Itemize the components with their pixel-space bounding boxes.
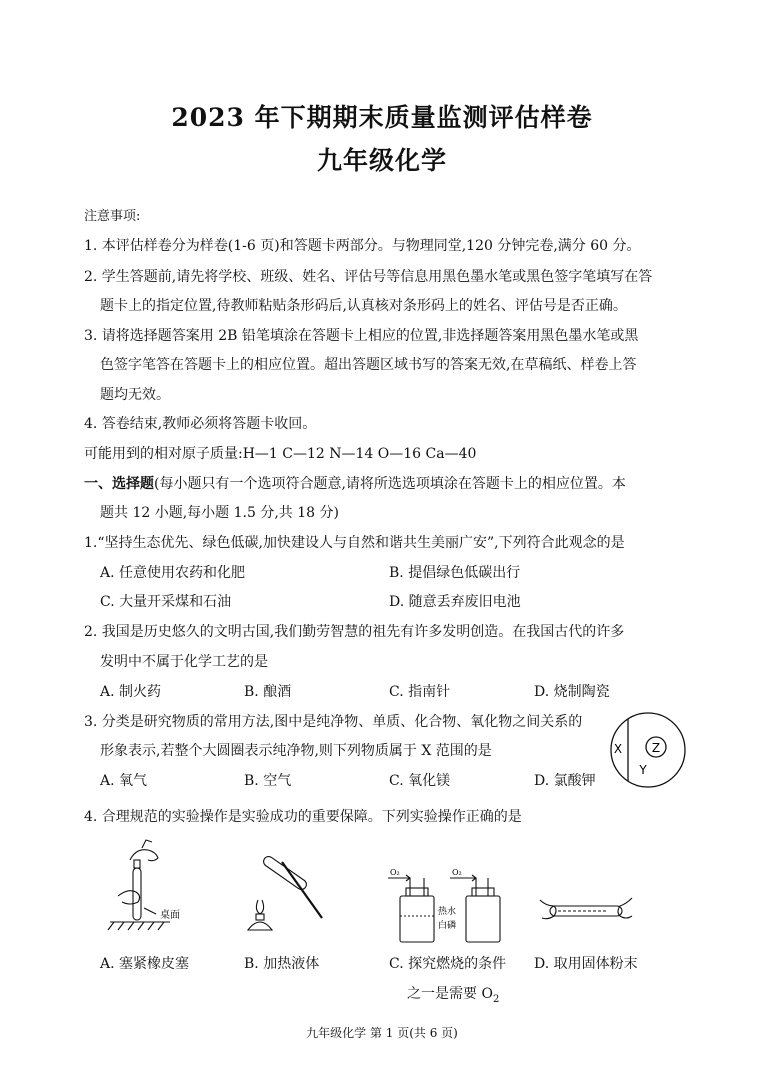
figure-d-powder	[536, 890, 636, 938]
fig-c-label-1: 热水	[438, 907, 457, 917]
q4-option-b: B. 加热液体	[244, 956, 320, 972]
hand-left	[540, 900, 556, 919]
q1-option-a: A. 任意使用农药和化肥	[100, 565, 246, 581]
note-4: 4. 答卷结束,教师必须将答题卡收回。	[84, 416, 317, 432]
q3-option-c: C. 氧化镁	[389, 773, 451, 789]
note-3-line-1: 3. 请将选择题答案用 2B 铅笔填涂在答题卡上相应的位置,非选择题答案用黑色墨水笔或黑	[84, 328, 639, 344]
q1-option-d: D. 随意丢弃废旧电池	[389, 594, 521, 610]
note-2-line-1: 2. 学生答题前,请先将学校、班级、姓名、评估号等信息用黑色墨水笔或黑色签字笔填写在答	[84, 269, 653, 285]
fig-a-label: 桌面	[160, 910, 180, 921]
q3-option-b: B. 空气	[244, 773, 292, 789]
q4-option-c: C. 探究燃烧的条件	[389, 956, 507, 972]
q3-option-d: D. 氯酸钾	[534, 773, 596, 789]
section-1-intro	[84, 475, 626, 493]
q3-stem-line-1: 3. 分类是研究物质的常用方法,图中是纯净物、单质、化合物、氧化物之间关系的	[84, 714, 583, 730]
flame	[256, 900, 263, 914]
q4-option-c-subscript: 2	[492, 993, 500, 1005]
stopper	[134, 860, 140, 868]
notes-heading: 注意事项:	[84, 209, 141, 224]
note-1: 1. 本评估样卷分为样卷(1-6 页)和答题卡两部分。与物理同堂,120 分钟完卷,满分 60 分。	[84, 238, 641, 254]
label-x: X	[613, 742, 623, 756]
fig-c-o2-left: O₂	[390, 868, 400, 877]
atomic-masses: 可能用到的相对原子质量:H—1 C—12 N—14 O—16 Ca—40	[84, 446, 477, 462]
note-2-line-2: 题卡上的指定位置,待教师粘贴条形码后,认真核对条形码上的姓名、评估号是否正确。	[100, 298, 627, 314]
fig-c-label-2: 白磷	[438, 921, 457, 931]
q4-option-a: A. 塞紧橡皮塞	[100, 956, 190, 972]
q2-option-b: B. 酿酒	[244, 684, 292, 700]
q2-option-a: A. 制火药	[100, 684, 162, 700]
q4-option-d: D. 取用固体粉末	[534, 956, 638, 972]
note-3-line-3: 题均无效。	[100, 387, 170, 403]
classification-diagram	[610, 712, 690, 792]
q1-stem: 1.“坚持生态优先、绿色低碳,加快建设人与自然和谐共生美丽广安”,下列符合此观念的是	[84, 535, 625, 551]
section-1-desc-2: 题共 12 小题,每小题 1.5 分,共 18 分)	[100, 505, 339, 521]
tilted-test-tube	[262, 855, 309, 892]
q4-option-c-line-2-text: 之一是需要 O	[407, 986, 493, 1002]
fig-c-o2-right: O₂	[452, 868, 462, 877]
test-tube	[133, 868, 141, 920]
section-1-heading: 一、选择题	[84, 476, 154, 492]
label-y: Y	[639, 763, 647, 777]
q1-option-b: B. 提倡绿色低碳出行	[389, 565, 521, 581]
q1-option-c: C. 大量开采煤和石油	[100, 594, 232, 610]
alcohol-lamp	[248, 922, 272, 930]
q2-stem-line-2: 发明中不属于化学工艺的是	[100, 654, 268, 670]
q2-option-c: C. 指南针	[389, 684, 451, 700]
q3-stem-line-2: 形象表示,若整个大圆圈表示纯净物,则下列物质属于 X 范围的是	[100, 743, 492, 759]
figure-b-heating	[230, 838, 330, 948]
bottle-left	[400, 896, 434, 942]
figure-c-combustion	[384, 866, 514, 948]
q3-option-a: A. 氧气	[100, 773, 148, 789]
q2-stem-line-1: 2. 我国是历史悠久的文明古国,我们勤劳智慧的祖先有许多发明创造。在我国古代的许多	[84, 624, 625, 640]
exam-title: 2023 年下期期末质量监测评估样卷	[171, 103, 593, 132]
label-z: Z	[651, 741, 661, 755]
section-1-desc: (每小题只有一个选项符合题意,请将所选选项填涂在答题卡上的相应位置。本	[154, 476, 626, 492]
hand-top	[130, 850, 158, 861]
q4-option-c-line-2	[407, 985, 499, 1009]
q4-stem: 4. 合理规范的实验操作是实验成功的重要保障。下列实验操作正确的是	[84, 809, 522, 825]
exam-subtitle: 九年级化学	[316, 146, 447, 175]
note-3-line-2: 色签字笔答在答题卡上的相应位置。超出答题区域书写的答案无效,在草稿纸、样卷上答	[100, 357, 637, 373]
page-footer: 九年级化学 第 1 页(共 6 页)	[306, 1026, 458, 1040]
figure-a-stopper	[100, 838, 200, 948]
test-tube-holder	[282, 862, 322, 918]
hand-bottom	[118, 891, 140, 904]
bottle-right	[466, 896, 500, 942]
q2-option-d: D. 烧制陶瓷	[534, 684, 610, 700]
